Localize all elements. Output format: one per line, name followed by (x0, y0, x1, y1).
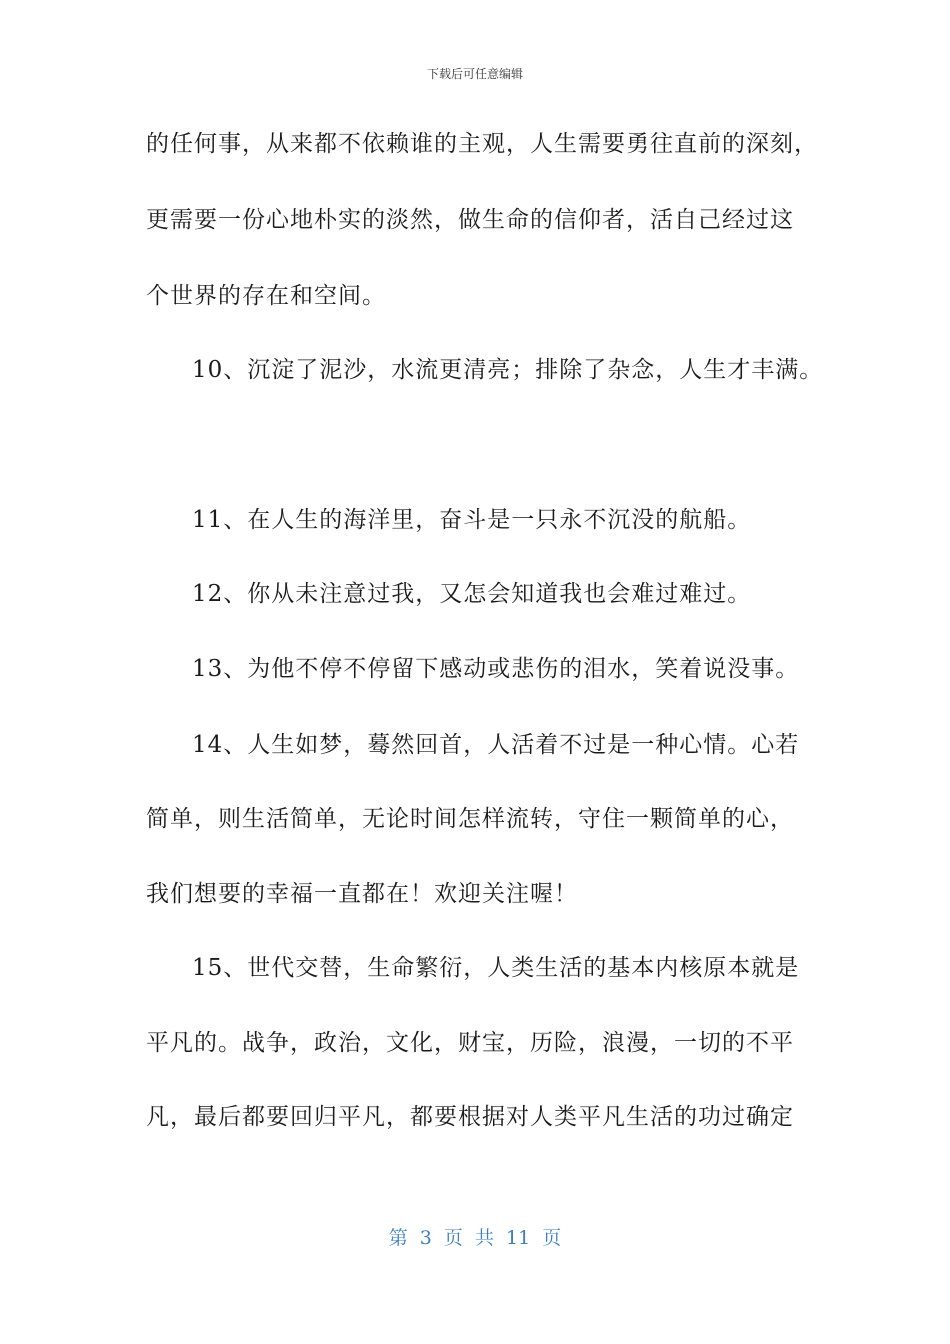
paragraph-line: 简单，则生活简单，无论时间怎样流转，守住一颗简单的心， (146, 806, 794, 832)
paragraph-line: 的任何事，从来都不依赖谁的主观，人生需要勇往直前的深刻， (146, 131, 818, 157)
paragraph-line: 我们想要的幸福一直都在！欢迎关注喔！ (146, 881, 578, 907)
page-header: 下载后可任意编辑 (426, 67, 523, 81)
paragraph-line: 平凡的。战争，政治，文化，财宝，历险，浪漫，一切的不平 (146, 1030, 794, 1056)
paragraph-line: 15、世代交替，生命繁衍，人类生活的基本内核原本就是 (192, 955, 800, 981)
paragraph-line: 14、人生如梦，蓦然回首，人活着不过是一种心情。心若 (192, 732, 800, 758)
paragraph-line: 凡，最后都要回归平凡，都要根据对人类平凡生活的功过确定 (146, 1104, 794, 1130)
paragraph-line: 个世界的存在和空间。 (146, 283, 386, 309)
paragraph-line: 13、为他不停不停留下感动或悲伤的泪水，笑着说没事。 (192, 656, 800, 682)
paragraph-line: 12、你从未注意过我，又怎会知道我也会难过难过。 (192, 581, 752, 607)
paragraph-line: 更需要一份心地朴实的淡然，做生命的信仰者，活自己经过这 (146, 207, 794, 233)
page-number-footer: 第 3 页 共 11 页 (388, 1227, 562, 1249)
paragraph-line: 10、沉淀了泥沙，水流更清亮；排除了杂念，人生才丰满。 (192, 357, 824, 383)
paragraph-line: 11、在人生的海洋里，奋斗是一只永不沉没的航船。 (192, 507, 752, 533)
